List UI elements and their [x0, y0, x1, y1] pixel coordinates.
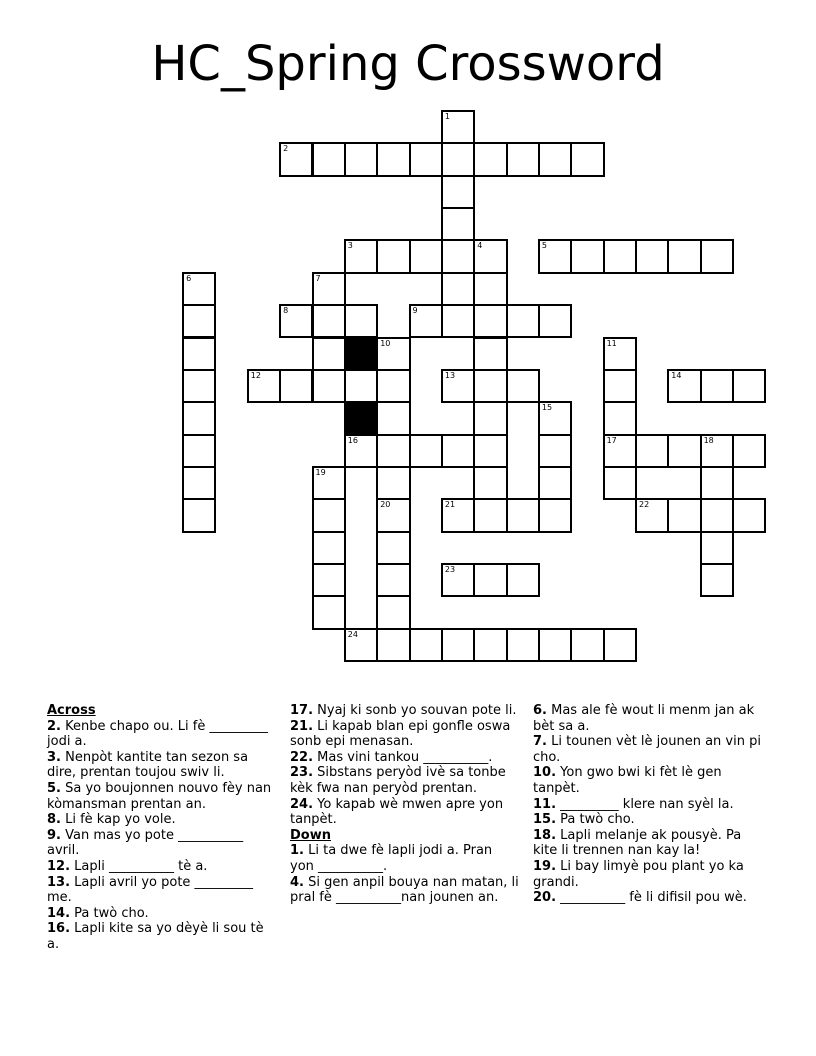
clue-number-label: 8.	[47, 812, 61, 828]
clue	[47, 719, 277, 750]
clue-text: Li ta dwe fè lapli jodi a. Pran yon __________.	[290, 843, 493, 874]
crossword-cell[interactable]	[732, 369, 766, 403]
crossword-cell[interactable]	[538, 401, 572, 435]
crossword-cell[interactable]	[441, 142, 475, 176]
crossword-cell[interactable]	[312, 369, 346, 403]
crossword-cell[interactable]	[182, 337, 216, 371]
crossword-cell[interactable]	[473, 369, 507, 403]
clue-number: 4	[477, 241, 483, 251]
clue-number: 5	[541, 241, 547, 251]
crossword-cell[interactable]	[570, 142, 604, 176]
clue-number-label: 14.	[47, 905, 71, 921]
crossword-cell[interactable]	[473, 401, 507, 435]
crossword-cell[interactable]	[635, 498, 669, 532]
crossword-cell[interactable]	[312, 142, 346, 176]
clue-number-label: 24.	[290, 796, 314, 812]
crossword-cell[interactable]	[667, 369, 701, 403]
clue-number-label: 4.	[290, 874, 304, 890]
crossword-cell[interactable]	[441, 498, 475, 532]
crossword-cell[interactable]	[182, 434, 216, 468]
clue	[47, 921, 277, 952]
crossword-cell[interactable]	[473, 337, 507, 371]
clue-text: Li fè kap yo vole.	[60, 812, 176, 828]
crossword-cell[interactable]	[376, 401, 410, 435]
crossword-cell[interactable]	[344, 369, 378, 403]
crossword-cell[interactable]	[312, 563, 346, 597]
crossword-cell[interactable]	[732, 434, 766, 468]
clue-number: 12	[250, 370, 261, 380]
clue-number-label: 10.	[533, 765, 557, 781]
crossword-cell[interactable]	[376, 466, 410, 500]
crossword-cell[interactable]	[376, 337, 410, 371]
clue-number: 16	[347, 435, 358, 445]
crossword-cell[interactable]	[376, 595, 410, 629]
crossword-cell[interactable]	[473, 239, 507, 273]
crossword-cell[interactable]	[409, 304, 443, 338]
crossword-cell[interactable]	[667, 498, 701, 532]
clue	[533, 812, 763, 828]
crossword-cell[interactable]	[312, 595, 346, 629]
clue-number: 2	[283, 144, 289, 154]
clue-number: 15	[541, 403, 553, 413]
clue	[290, 750, 520, 766]
crossword-cell[interactable]	[570, 239, 604, 273]
clue-text: Li tounen vèt lè jounen an vin pi cho.	[533, 734, 761, 765]
clue	[47, 875, 277, 906]
crossword-cell[interactable]	[538, 466, 572, 500]
clue-number: 8	[283, 306, 289, 316]
crossword-cell[interactable]	[441, 304, 475, 338]
clues-column-3	[533, 703, 763, 906]
crossword-cell[interactable]	[247, 369, 281, 403]
clue-text: Kenbe chapo ou. Li fè _________ jodi a.	[47, 718, 268, 750]
crossword-cell[interactable]	[344, 142, 378, 176]
clue-number: 24	[347, 629, 358, 639]
crossword-cell[interactable]	[473, 498, 507, 532]
crossword-cell[interactable]	[376, 434, 410, 468]
crossword-cell[interactable]	[538, 498, 572, 532]
clue-text: Nyaj ki sonb yo souvan pote li.	[313, 703, 517, 718]
clue	[533, 828, 763, 859]
clue-number: 1	[444, 112, 450, 121]
crossword-cell[interactable]	[473, 272, 507, 306]
crossword-cell[interactable]	[441, 434, 475, 468]
crossword-cell[interactable]	[506, 142, 540, 176]
crossword-cell[interactable]	[344, 239, 378, 273]
crossword-cell[interactable]	[182, 304, 216, 338]
clue-text: Yon gwo bwi ki fèt lè gen tanpèt.	[533, 765, 722, 796]
clue-number: 17	[606, 435, 617, 445]
clue	[47, 828, 277, 859]
clue-number-label: 23.	[290, 765, 314, 781]
crossword-cell[interactable]	[279, 142, 313, 176]
crossword-cell[interactable]	[344, 304, 378, 338]
clue-text: Li kapab blan epi gonfle oswa sonb epi menasan.	[290, 718, 511, 750]
crossword-cell[interactable]	[700, 434, 734, 468]
clue-number: 19	[315, 467, 326, 477]
clue-text: Si gen anpil bouya nan matan, li pral fè __________nan jounen an.	[290, 874, 519, 906]
crossword-cell[interactable]	[635, 239, 669, 273]
crossword-cell[interactable]	[441, 110, 475, 144]
crossword-cell[interactable]	[700, 563, 734, 597]
crossword-cell[interactable]	[376, 369, 410, 403]
crossword-cell[interactable]	[473, 628, 507, 662]
crossword-cell[interactable]	[603, 239, 637, 273]
clue	[533, 734, 763, 765]
crossword-cell[interactable]	[312, 531, 346, 565]
crossword-cell[interactable]	[635, 434, 669, 468]
crossword-cell[interactable]	[700, 498, 734, 532]
clue	[533, 890, 763, 906]
crossword-cell[interactable]	[603, 434, 637, 468]
crossword-cell[interactable]	[344, 434, 378, 468]
clue-text: Sa yo boujonnen nouvo fèy nan kòmansman prentan an.	[47, 780, 272, 812]
crossword-cell[interactable]	[182, 272, 216, 306]
clue-number: 13	[444, 370, 456, 380]
crossword-cell[interactable]	[603, 337, 637, 371]
crossword-cell[interactable]	[409, 628, 443, 662]
clue-text: Mas vini tankou __________.	[313, 749, 493, 765]
clue	[290, 765, 520, 796]
crossword-cell[interactable]	[570, 628, 604, 662]
clue-number-label: 20.	[533, 890, 557, 906]
crossword-cell[interactable]	[506, 498, 540, 532]
clue-number: 7	[315, 273, 321, 283]
clue	[533, 797, 763, 813]
down-heading: Down	[290, 827, 331, 843]
clue	[290, 843, 520, 874]
black-square	[344, 337, 378, 371]
crossword-cell[interactable]	[667, 434, 701, 468]
crossword-cell[interactable]	[312, 304, 346, 338]
clue-number: 21	[444, 500, 456, 510]
crossword-cell[interactable]	[441, 239, 475, 273]
crossword-cell[interactable]	[279, 304, 313, 338]
clue	[290, 703, 520, 719]
clue-number-label: 2.	[47, 718, 61, 734]
clue-number: 23	[444, 564, 456, 574]
clue-number-label: 9.	[47, 827, 61, 843]
clue	[47, 750, 277, 781]
clue-text: Li bay limyè pou plant yo ka grandi.	[533, 858, 744, 890]
clue-number-label: 15.	[533, 812, 557, 828]
clue-number: 11	[606, 338, 617, 348]
crossword-cell[interactable]	[732, 498, 766, 532]
crossword-cell[interactable]	[182, 466, 216, 500]
clue	[533, 703, 763, 734]
clue	[47, 906, 277, 922]
clue-text: _________ klere nan syèl la.	[556, 796, 734, 812]
crossword-cell[interactable]	[538, 628, 572, 662]
clue-number-label: 12.	[47, 858, 71, 874]
crossword-cell[interactable]	[441, 563, 475, 597]
crossword-cell[interactable]	[667, 239, 701, 273]
clue-number: 3	[347, 241, 353, 251]
clue-number: 6	[186, 273, 192, 283]
crossword-cell[interactable]	[700, 466, 734, 500]
clue-number: 10	[380, 338, 391, 348]
clue-number-label: 19.	[533, 858, 557, 874]
crossword-cell[interactable]	[441, 369, 475, 403]
crossword-cell[interactable]	[312, 466, 346, 500]
crossword-cell[interactable]	[506, 563, 540, 597]
crossword-cell[interactable]	[506, 304, 540, 338]
crossword-cell[interactable]	[473, 563, 507, 597]
crossword-cell[interactable]	[441, 272, 475, 306]
crossword-cell[interactable]	[312, 498, 346, 532]
crossword-cell[interactable]	[376, 628, 410, 662]
crossword-cell[interactable]	[473, 466, 507, 500]
clue-number: 14	[671, 370, 682, 380]
clue	[533, 765, 763, 796]
clue-text: Yo kapab wè mwen apre yon tanpèt.	[290, 796, 504, 828]
clue-number-label: 11.	[533, 796, 557, 812]
clue-number-label: 16.	[47, 921, 71, 937]
crossword-cell[interactable]	[700, 531, 734, 565]
crossword-cell[interactable]	[376, 239, 410, 273]
clue-number-label: 13.	[47, 874, 71, 890]
clue-number-label: 21.	[290, 718, 314, 734]
crossword-cell[interactable]	[700, 239, 734, 273]
crossword-cell[interactable]	[409, 142, 443, 176]
crossword-cell[interactable]	[700, 369, 734, 403]
crossword-cell[interactable]	[376, 563, 410, 597]
black-square	[344, 401, 378, 435]
clue-number: 9	[412, 306, 418, 316]
clue-text: __________ fè li difisil pou wè.	[556, 890, 747, 906]
crossword-cell[interactable]	[538, 434, 572, 468]
clue-number: 18	[703, 435, 714, 445]
across-heading: Across	[47, 703, 96, 718]
crossword-cell[interactable]	[506, 628, 540, 662]
clue-number-label: 1.	[290, 843, 304, 859]
crossword-cell[interactable]	[603, 401, 637, 435]
crossword-cell[interactable]	[312, 337, 346, 371]
clue-text: Lapli __________ tè a.	[70, 858, 208, 874]
crossword-cell[interactable]	[344, 628, 378, 662]
crossword-cell[interactable]	[441, 207, 475, 241]
clue-number-label: 7.	[533, 734, 547, 750]
clue-text: Nenpòt kantite tan sezon sa dire, prentan toujou swiv li.	[47, 749, 249, 781]
page-title: HC_Spring Crossword	[151, 36, 665, 92]
clue-text: Lapli kite sa yo dèyè li sou tè a.	[47, 921, 264, 952]
crossword-cell[interactable]	[182, 369, 216, 403]
clue	[47, 859, 277, 875]
clue-number-label: 18.	[533, 827, 557, 843]
clue	[290, 719, 520, 750]
crossword-cell[interactable]	[538, 142, 572, 176]
crossword-cell[interactable]	[603, 628, 637, 662]
crossword-cell[interactable]	[182, 498, 216, 532]
crossword-cell[interactable]	[409, 239, 443, 273]
clue-text: Mas ale fè wout li menm jan ak bèt sa a.	[533, 703, 755, 734]
crossword-cell[interactable]	[473, 434, 507, 468]
crossword-cell[interactable]	[376, 498, 410, 532]
crossword-cell[interactable]	[603, 466, 637, 500]
crossword-cell[interactable]	[376, 531, 410, 565]
clue-text: Van mas yo pote __________ avril.	[47, 827, 244, 859]
clue-number: 22	[639, 500, 650, 510]
crossword-cell[interactable]	[182, 401, 216, 435]
clue	[533, 859, 763, 890]
clue-number-label: 17.	[290, 703, 314, 718]
crossword-cell[interactable]	[538, 304, 572, 338]
clue-text: Sibstans peryòd ivè sa tonbe kèk fwa nan peryòd prentan.	[290, 765, 506, 796]
crossword-cell[interactable]	[538, 239, 572, 273]
crossword-cell[interactable]	[603, 369, 637, 403]
crossword-cell[interactable]	[441, 175, 475, 209]
crossword-cell[interactable]	[376, 142, 410, 176]
clues-column-2	[290, 703, 520, 906]
clue-number: 20	[380, 500, 391, 510]
crossword-cell[interactable]	[409, 434, 443, 468]
clues-column-1	[47, 703, 277, 953]
clue-text: Pa twò cho.	[556, 812, 635, 828]
clue	[47, 781, 277, 812]
clue-number-label: 3.	[47, 749, 61, 765]
clue	[290, 797, 520, 828]
clue-number-label: 6.	[533, 703, 547, 718]
crossword-cell[interactable]	[312, 272, 346, 306]
crossword-cell[interactable]	[441, 628, 475, 662]
clue-text: Pa twò cho.	[70, 905, 149, 921]
crossword-cell[interactable]	[473, 142, 507, 176]
crossword-cell[interactable]	[506, 369, 540, 403]
clue	[290, 875, 520, 906]
clue-number-label: 22.	[290, 749, 314, 765]
crossword-cell[interactable]	[473, 304, 507, 338]
clue-number-label: 5.	[47, 780, 61, 796]
clue	[47, 812, 277, 828]
clue-text: Lapli melanje ak pousyè. Pa kite li trennen nan kay la!	[533, 827, 742, 859]
crossword-cell[interactable]	[279, 369, 313, 403]
clue-text: Lapli avril yo pote _________ me.	[47, 874, 254, 906]
